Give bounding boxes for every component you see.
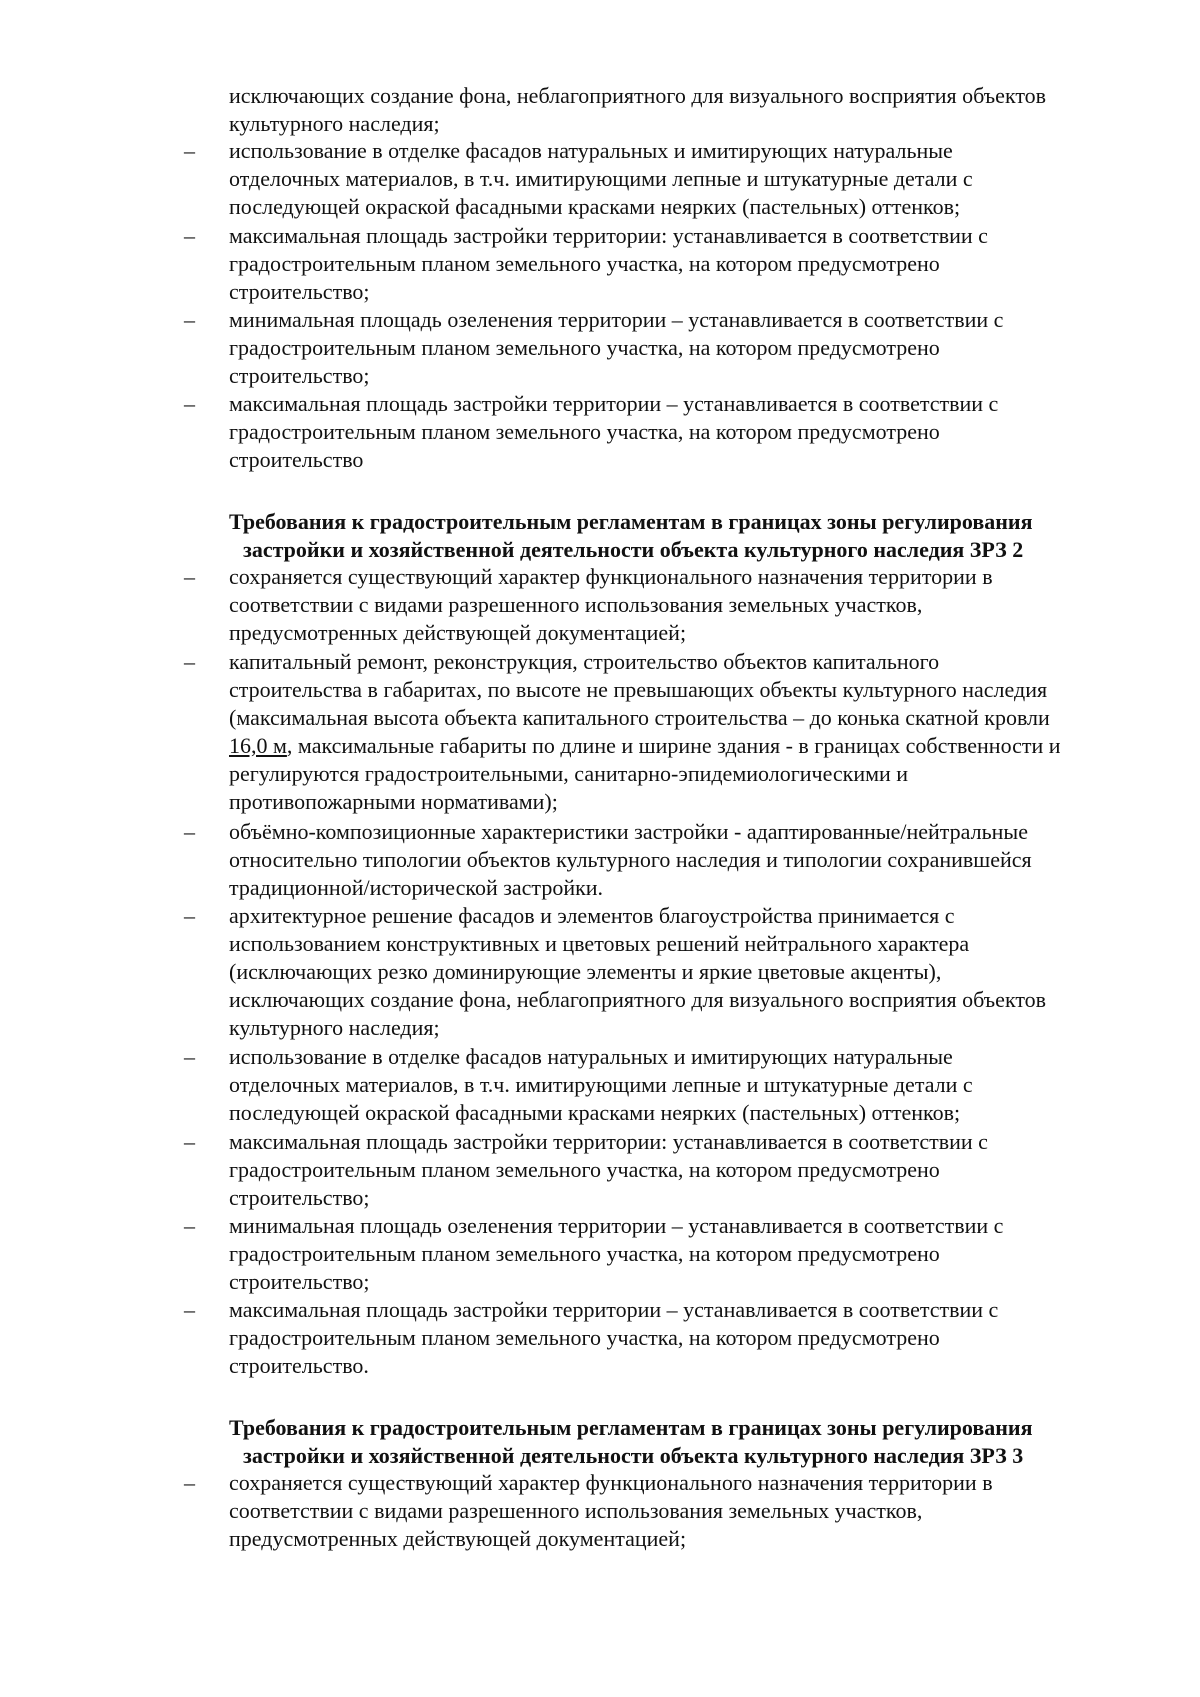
list-bullet: – bbox=[184, 1044, 195, 1069]
text-line: капитальный ремонт, реконструкция, строительство объектов капитального bbox=[229, 649, 940, 674]
text-line: сохраняется существующий характер функционального назначения территории в bbox=[229, 1470, 993, 1495]
text-line: исключающих создание фона, неблагоприятного для визуального восприятия объектов bbox=[229, 987, 1047, 1012]
list-bullet: – bbox=[184, 564, 195, 589]
text-line: последующей окраской фасадными красками неярких (пастельных) оттенков; bbox=[229, 1100, 961, 1125]
text-line: отделочных материалов, в т.ч. имитирующими лепные и штукатурные детали с bbox=[229, 1072, 973, 1097]
text-line: строительство; bbox=[229, 363, 370, 388]
section-heading: Требования к градостроительным регламентам в границах зоны регулирования bbox=[229, 1415, 1033, 1440]
list-bullet: – bbox=[184, 1470, 195, 1495]
text-line: использование в отделке фасадов натуральных и имитирующих натуральные bbox=[229, 138, 953, 163]
text-line: предусмотренных действующей документацией; bbox=[229, 1526, 687, 1551]
text-line: использование в отделке фасадов натуральных и имитирующих натуральные bbox=[229, 1044, 953, 1069]
text-line: строительство bbox=[229, 447, 364, 472]
text-line: максимальная площадь застройки территории: устанавливается в соответствии с bbox=[229, 223, 988, 248]
text-line: соответствии с видами разрешенного использования земельных участков, bbox=[229, 592, 923, 617]
section-heading: Требования к градостроительным регламентам в границах зоны регулирования bbox=[229, 509, 1033, 534]
text-line: (исключающих резко доминирующие элементы и яркие цветовые акценты), bbox=[229, 959, 942, 984]
text-line: градостроительным планом земельного участка, на котором предусмотрено bbox=[229, 419, 940, 444]
list-bullet: – bbox=[184, 903, 195, 928]
list-bullet: – bbox=[184, 1297, 195, 1322]
text-line: строительство; bbox=[229, 279, 370, 304]
list-bullet: – bbox=[184, 819, 195, 844]
text-line: градостроительным планом земельного участка, на котором предусмотрено bbox=[229, 1241, 940, 1266]
text-line: относительно типологии объектов культурного наследия и типологии сохранившейся bbox=[229, 847, 1032, 872]
height-value: 16,0 м bbox=[229, 733, 287, 758]
text-line: традиционной/исторической застройки. bbox=[229, 875, 604, 900]
text-line: строительства в габаритах, по высоте не превышающих объекты культурного наследия bbox=[229, 677, 1048, 702]
text-line: минимальная площадь озеленения территории – устанавливается в соответствии с bbox=[229, 1213, 1004, 1238]
text-line: архитектурное решение фасадов и элементов благоустройства принимается с bbox=[229, 903, 955, 928]
list-bullet: – bbox=[184, 649, 195, 674]
text-line: градостроительным планом земельного участка, на котором предусмотрено bbox=[229, 251, 940, 276]
text-line: регулируются градостроительными, санитарно-эпидемиологическими и bbox=[229, 761, 909, 786]
text-line: (максимальная высота объекта капитального строительства – до конька скатной кровли bbox=[229, 705, 1050, 730]
text-line: строительство. bbox=[229, 1353, 369, 1378]
text-line: соответствии с видами разрешенного использования земельных участков, bbox=[229, 1498, 923, 1523]
text-line: объёмно-композиционные характеристики застройки - адаптированные/нейтральные bbox=[229, 819, 1028, 844]
text-line: минимальная площадь озеленения территории – устанавливается в соответствии с bbox=[229, 307, 1004, 332]
text-line: отделочных материалов, в т.ч. имитирующими лепные и штукатурные детали с bbox=[229, 166, 973, 191]
text-line: строительство; bbox=[229, 1269, 370, 1294]
text-line: градостроительным планом земельного участка, на котором предусмотрено bbox=[229, 335, 940, 360]
text-line: культурного наследия; bbox=[229, 111, 440, 136]
text-line: максимальная площадь застройки территории – устанавливается в соответствии с bbox=[229, 391, 999, 416]
text-line: максимальная площадь застройки территории – устанавливается в соответствии с bbox=[229, 1297, 999, 1322]
list-bullet: – bbox=[184, 1129, 195, 1154]
text-fragment: , максимальные габариты по длине и ширине здания - в границах собственности и bbox=[286, 733, 1061, 758]
list-bullet: – bbox=[184, 223, 195, 248]
text-line: градостроительным планом земельного участка, на котором предусмотрено bbox=[229, 1157, 940, 1182]
list-bullet: – bbox=[184, 307, 195, 332]
text-line: исключающих создание фона, неблагоприятного для визуального восприятия объектов bbox=[229, 83, 1047, 108]
text-line: предусмотренных действующей документацией; bbox=[229, 620, 687, 645]
text-line: противопожарными нормативами); bbox=[229, 789, 558, 814]
section-heading: застройки и хозяйственной деятельности объекта культурного наследия ЗРЗ 2 bbox=[243, 537, 1024, 562]
text-line bbox=[229, 732, 1061, 760]
list-bullet: – bbox=[184, 1213, 195, 1238]
text-line: использованием конструктивных и цветовых решений нейтрального характера bbox=[229, 931, 970, 956]
list-bullet: – bbox=[184, 391, 195, 416]
text-line: культурного наследия; bbox=[229, 1015, 440, 1040]
text-line: строительство; bbox=[229, 1185, 370, 1210]
section-heading: застройки и хозяйственной деятельности объекта культурного наследия ЗРЗ 3 bbox=[243, 1443, 1024, 1468]
text-line: градостроительным планом земельного участка, на котором предусмотрено bbox=[229, 1325, 940, 1350]
text-line: максимальная площадь застройки территории: устанавливается в соответствии с bbox=[229, 1129, 988, 1154]
list-bullet: – bbox=[184, 138, 195, 163]
text-line: последующей окраской фасадными красками неярких (пастельных) оттенков; bbox=[229, 194, 961, 219]
text-line: сохраняется существующий характер функционального назначения территории в bbox=[229, 564, 993, 589]
